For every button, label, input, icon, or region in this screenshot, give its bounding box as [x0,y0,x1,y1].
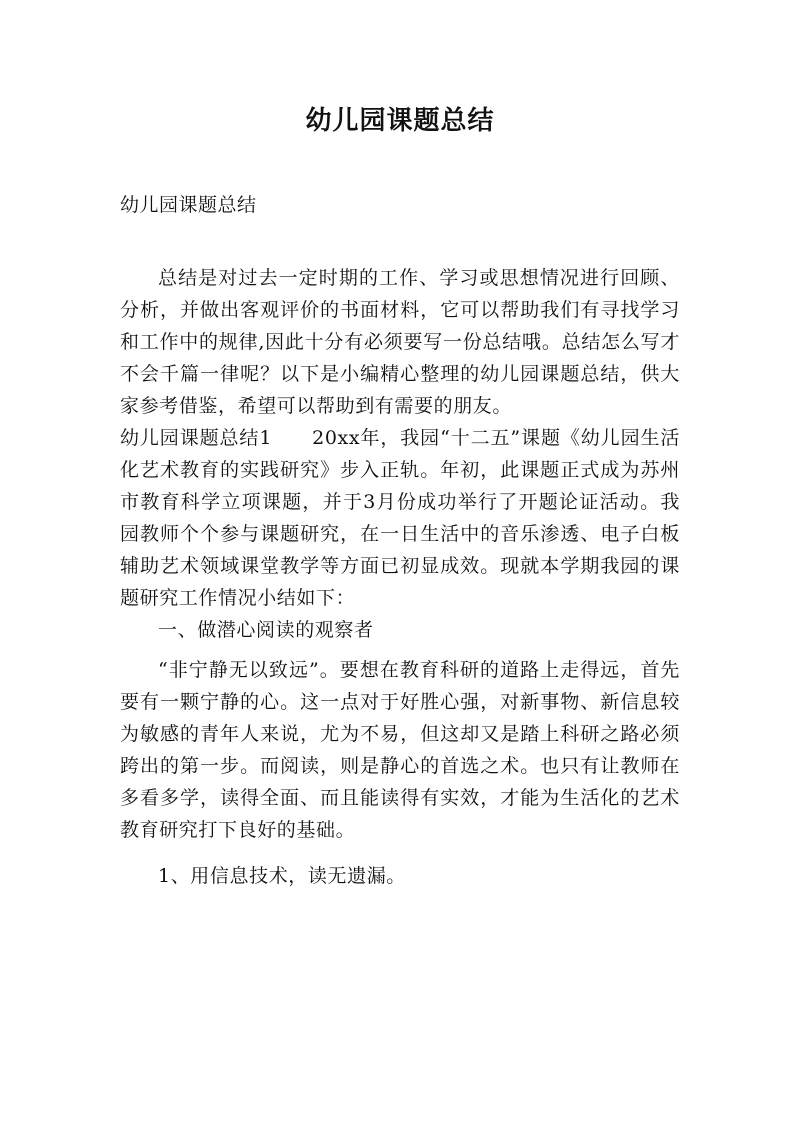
body-paragraph-2: “非宁静无以致远”。要想在教育科研的道路上走得远，首先要有一颗宁静的心。这一点对于好胜心强，对新事物、新信息较为敏感的青年人来说，尤为不易，但这却又是踏上科研之路必须跨出的第一步。而阅读，则是静心的首选之术。也只有让教师在多看多学，读得全面、而且能读得有实效，才能为生活化的艺术教育研究打下良好的基础。 [120,659,680,841]
intro-paragraph: 总结是对过去一定时期的工作、学习或思想情况进行回顾、分析，并做出客观评价的书面材料，它可以帮助我们有寻找学习和工作中的规律,因此十分有必须要写一份总结哦。总结怎么写才不会千篇一律呢？以下是小编精心整理的幼儿园课题总结，供大家参考借鉴，希望可以帮助到有需要的朋友。 [120,267,680,417]
section-1-paragraph: 幼儿园课题总结1 20xx年，我园“十二五”课题《幼儿园生活化艺术教育的实践研究》步入正轨。年初，此课题正式成为苏州市教育科学立项课题，并于3月份成功举行了开题论证活动。我园教师个个参与课题研究，在一日生活中的音乐渗透、电子白板辅助艺术领域课堂教学等方面已初显成效。现就本学期我园的课题研究工作情况小结如下： [120,427,680,609]
section-heading-1: 一、做潜心阅读的观察者 [158,619,374,641]
document-subtitle: 幼儿园课题总结 [120,194,257,216]
body-paragraph-3: 1、用信息技术，读无遗漏。 [158,865,406,887]
page-title: 幼儿园课题总结 [305,106,495,136]
document-body [120,262,680,892]
